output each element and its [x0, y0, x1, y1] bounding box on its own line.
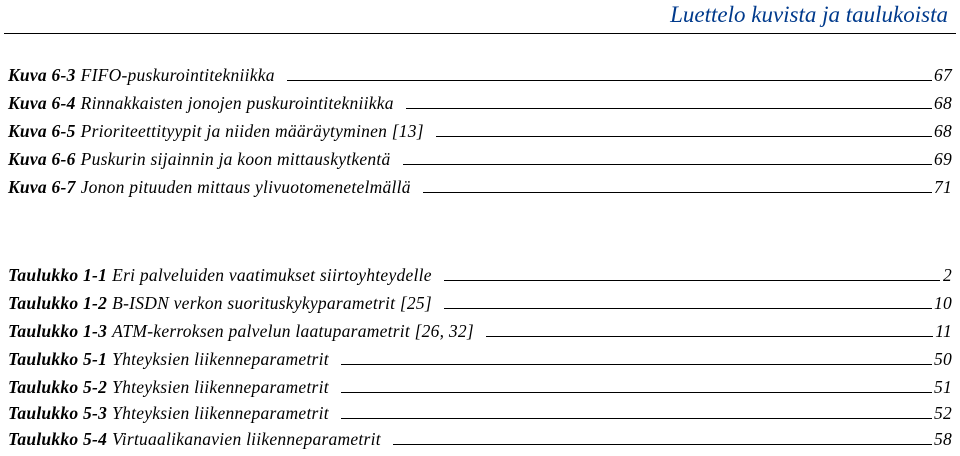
toc-entry-table[interactable]: [8, 373, 952, 401]
entry-label: Kuva 6-3: [8, 65, 76, 85]
leader-line: [393, 426, 932, 445]
entry-title: Eri palveluiden vaatimukset siirtoyhteydelle: [112, 265, 432, 285]
entry-title: Yhteyksien liikenneparametrit: [112, 349, 329, 369]
toc-entry-figure[interactable]: [8, 89, 952, 117]
entry-title: Rinnakkaisten jonojen puskurointitekniikka: [80, 93, 394, 113]
toc-entry-figure[interactable]: [8, 173, 952, 201]
leader-line: [444, 290, 932, 309]
page-number: 68: [934, 93, 952, 113]
leader-line: [444, 262, 940, 281]
toc-entry-table[interactable]: [8, 425, 952, 453]
leader-line: [436, 118, 932, 137]
entry-label: Kuva 6-5: [8, 121, 76, 141]
leader-line: [341, 346, 932, 365]
entry-title: Yhteyksien liikenneparametrit: [112, 377, 329, 397]
page-number: 11: [935, 321, 952, 341]
leader-line: [341, 374, 932, 393]
entry-label: Kuva 6-4: [8, 93, 76, 113]
entry-label: Taulukko 5-3: [8, 403, 108, 423]
entry-title: B-ISDN verkon suorituskykyparametrit [25]: [112, 293, 432, 313]
leader-line: [403, 146, 932, 165]
toc-entry-table[interactable]: [8, 399, 952, 427]
page-number: 2: [943, 265, 952, 285]
entry-label: Taulukko 5-1: [8, 349, 108, 369]
page-number: 50: [934, 349, 952, 369]
toc-entry-table[interactable]: [8, 289, 952, 317]
entry-title: Virtuaalikanavien liikenneparametrit: [112, 429, 381, 449]
leader-line: [486, 318, 933, 337]
page-number: 68: [934, 121, 952, 141]
leader-line: [423, 174, 932, 193]
entry-label: Taulukko 1-3: [8, 321, 108, 341]
page-title: Luettelo kuvista ja taulukoista: [670, 2, 948, 27]
toc-entry-table[interactable]: [8, 345, 952, 373]
entry-label: Taulukko 5-4: [8, 429, 108, 449]
page-number: 10: [934, 293, 952, 313]
entry-label: Taulukko 1-2: [8, 293, 108, 313]
page-number: 52: [934, 403, 952, 423]
leader-line: [341, 400, 932, 419]
page-number: 51: [934, 377, 952, 397]
page-number: 71: [934, 177, 952, 197]
leader-line: [287, 62, 932, 81]
toc-entry-table[interactable]: [8, 261, 952, 289]
toc-entry-table[interactable]: [8, 317, 952, 345]
entry-label: Taulukko 5-2: [8, 377, 108, 397]
toc-entry-figure[interactable]: [8, 61, 952, 89]
page-number: 67: [934, 65, 952, 85]
leader-line: [406, 90, 932, 109]
entry-title: Jonon pituuden mittaus ylivuotomenetelmällä: [80, 177, 411, 197]
entry-title: FIFO-puskurointitekniikka: [80, 65, 275, 85]
page-number: 69: [934, 149, 952, 169]
entry-title: Yhteyksien liikenneparametrit: [112, 403, 329, 423]
entry-label: Kuva 6-6: [8, 149, 76, 169]
entry-label: Taulukko 1-1: [8, 265, 108, 285]
page-header: [0, 0, 960, 36]
entry-title: Puskurin sijainnin ja koon mittauskytkentä: [80, 149, 391, 169]
header-divider: [4, 33, 956, 34]
toc-entry-figure[interactable]: [8, 117, 952, 145]
entry-title: Prioriteettityypit ja niiden määräytyminen [13]: [80, 121, 424, 141]
page-number: 58: [934, 429, 952, 449]
entry-label: Kuva 6-7: [8, 177, 76, 197]
entry-title: ATM-kerroksen palvelun laatuparametrit [26, 32]: [112, 321, 474, 341]
toc-entry-figure[interactable]: [8, 145, 952, 173]
